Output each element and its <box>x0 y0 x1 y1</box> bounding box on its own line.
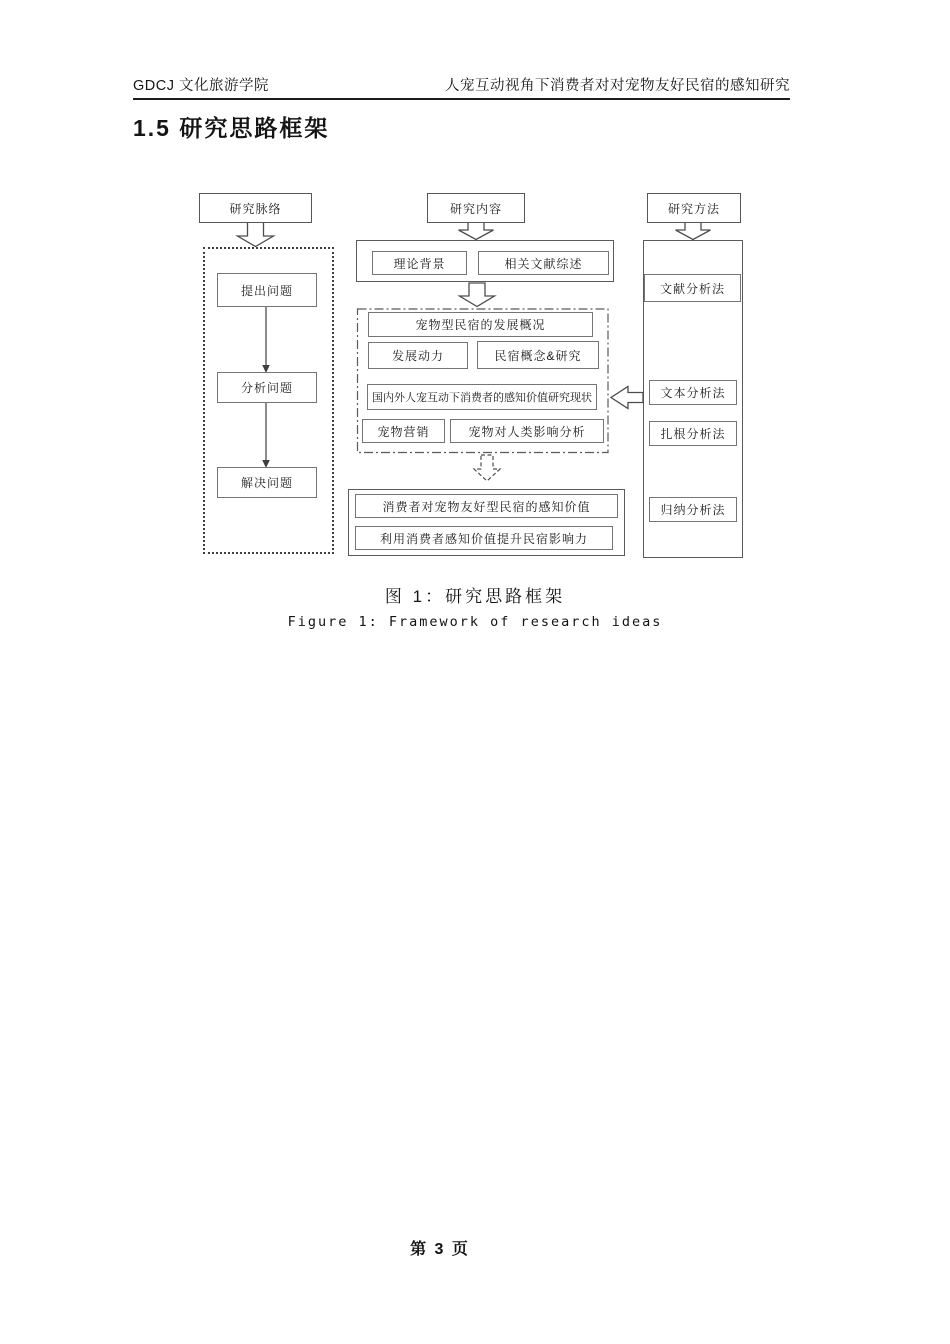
theory-background-box: 理论背景 <box>372 251 467 275</box>
pet-marketing-box: 宠物营销 <box>362 419 445 443</box>
pet-impact-box: 宠物对人类影响分析 <box>450 419 604 443</box>
dashed-down-arrow-review-to-result <box>474 455 500 481</box>
perceived-value-result-box: 消费者对宠物友好型民宿的感知价值 <box>355 494 618 518</box>
down-arrow-content <box>459 222 494 240</box>
method-grounded-analysis-box: 扎根分析法 <box>649 421 737 446</box>
left-arrow-method-to-review <box>611 387 643 409</box>
research-method-header-box: 研究方法 <box>647 193 741 223</box>
section-title: 1.5 研究思路框架 <box>133 115 330 141</box>
literature-review-box: 相关文献综述 <box>478 251 609 275</box>
perceived-value-status-box: 国内外人宠互动下消费者的感知价值研究现状 <box>367 384 597 410</box>
figure-caption-zh: 图 1：研究思路框架 <box>384 587 566 606</box>
down-arrow-method <box>676 222 711 240</box>
analyze-question-box: 分析问题 <box>217 372 317 403</box>
method-induction-analysis-box: 归纳分析法 <box>649 497 737 522</box>
research-content-header-box: 研究内容 <box>427 193 525 223</box>
figure-caption-en: Figure 1: Framework of research ideas <box>287 614 663 630</box>
development-power-box: 发展动力 <box>368 342 468 369</box>
method-literature-analysis-box: 文献分析法 <box>644 274 741 302</box>
method-text-analysis-box: 文本分析法 <box>649 380 737 405</box>
enhance-influence-box: 利用消费者感知价值提升民宿影响力 <box>355 526 613 550</box>
research-context-header-box: 研究脉络 <box>199 193 312 223</box>
homestay-concept-box: 民宿概念&研究 <box>477 341 599 369</box>
solve-question-box: 解决问题 <box>217 467 317 498</box>
down-arrow-content-to-review <box>460 283 495 307</box>
down-arrow-context <box>238 222 274 247</box>
pet-homestay-overview-box: 宠物型民宿的发展概况 <box>368 312 593 337</box>
header-school: GDCJ 文化旅游学院 <box>133 78 269 94</box>
raise-question-box: 提出问题 <box>217 273 317 307</box>
header-thesis-title: 人宠互动视角下消费者对对宠物友好民宿的感知研究 <box>445 78 790 94</box>
page-number: 第 3 页 <box>410 1241 470 1258</box>
